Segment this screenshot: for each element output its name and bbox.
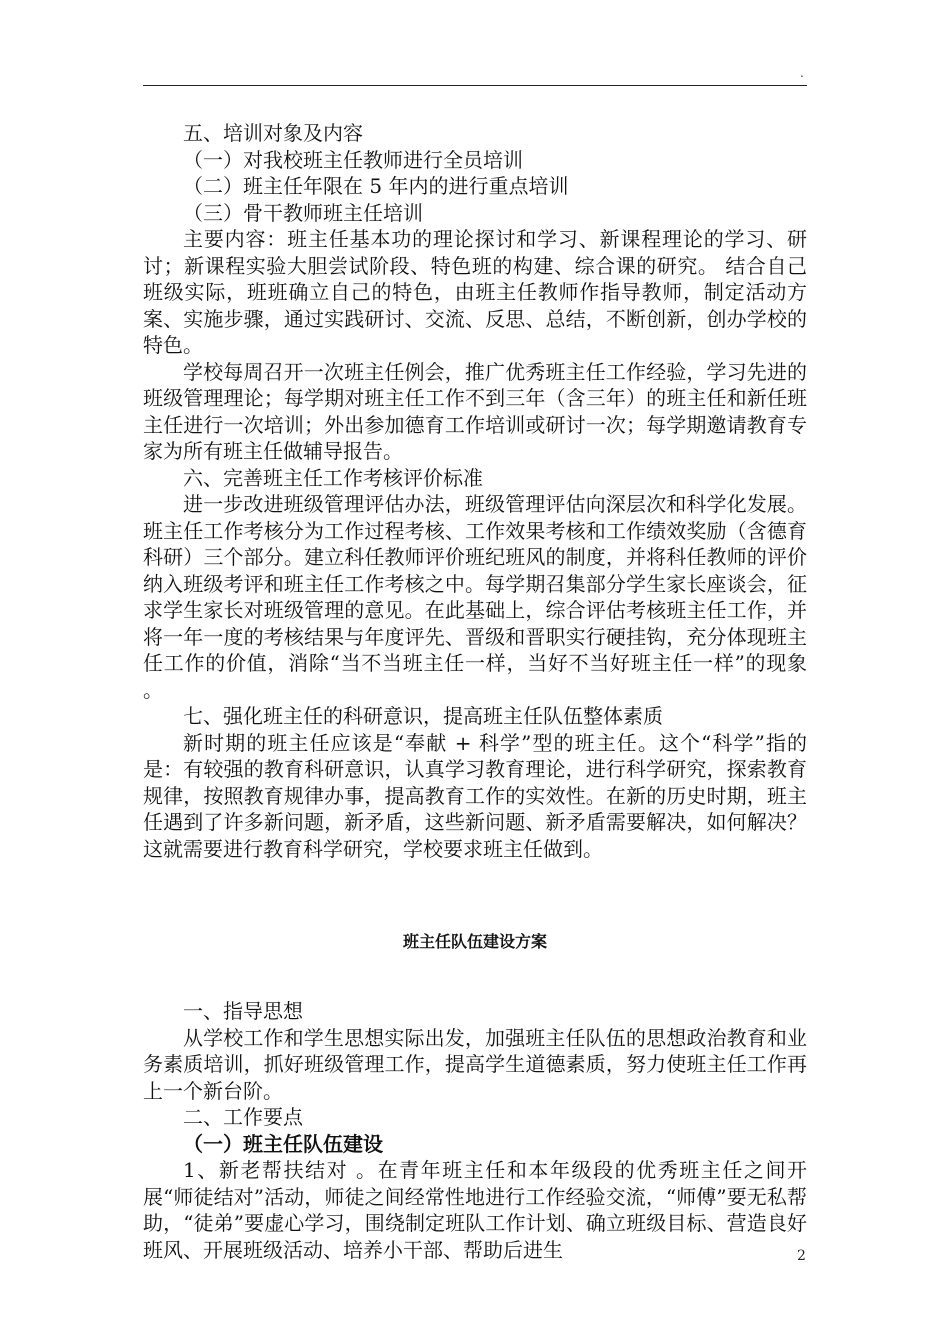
- section5-paragraph-1: 主要内容：班主任基本功的理论探讨和学习、新课程理论的学习、研讨；新课程实验大胆尝试阶段、特色班的构建、综合课的研究。 结合自己班级实际，班班确立自己的特色，由班主任教师作指导教师，制定活动方案、实施步骤，通过实践研讨、交流、反思、总结，不断创新，创办学校的特色。: [143, 227, 807, 357]
- section5-item-2: （二）班主任年限在 5 年内的进行重点培训: [183, 174, 569, 198]
- doc2-subsection-heading: （一）班主任队伍建设: [183, 1131, 383, 1156]
- document-body: [143, 120, 807, 1263]
- header-rule: [143, 85, 807, 86]
- section5-item-1: （一）对我校班主任教师进行全员培训: [183, 147, 523, 172]
- section5-paragraph-2: 学校每周召开一次班主任例会，推广优秀班主任工作经验，学习先进的班级管理理论；每学期对班主任工作不到三年（含三年）的班主任和新任班主任进行一次培训；外出参加德育工作培训或研讨一次；每学期邀请教育专家为所有班主任做辅导报告。: [143, 359, 807, 463]
- doc2-section2-heading: 二、工作要点: [183, 1105, 303, 1129]
- section5-item-3: （三）骨干教师班主任培训: [183, 200, 423, 225]
- doc2-section1-heading: 一、指导思想: [183, 999, 303, 1023]
- header-mark: .: [800, 66, 804, 80]
- doc2-section1-paragraph: 从学校工作和学生思想实际出发，加强班主任队伍的思想政治教育和业务素质培训，抓好班级管理工作，提高学生道德素质，努力使班主任工作再上一个新台阶。: [143, 1025, 807, 1103]
- page-number: 2: [797, 1248, 806, 1264]
- section5-heading: 五、培训对象及内容: [183, 121, 363, 145]
- section7-heading: 七、强化班主任的科研意识，提高班主任队伍整体素质: [183, 704, 663, 728]
- section6-heading: 六、完善班主任工作考核评价标准: [183, 465, 483, 490]
- section6-paragraph: 进一步改进班级管理评估办法，班级管理评估向深层次和科学化发展。班主任工作考核分为工作过程考核、工作效果考核和工作绩效奖励（含德育科研）三个部分。建立科任教师评价班纪班风的制度，并将科任教师的评价纳入班级考评和班主任工作考核之中。每学期召集部分学生家长座谈会，征求学生家长对班级管理的意见。在此基础上，综合评估考核班主任工作，并将一年一度的考核结果与年度评先、晋级和晋职实行硬挂钩，充分体现班主任工作的价值，消除“当不当班主任一样，当好不当好班主任一样”的现象 。: [143, 492, 807, 702]
- doc2-item-1: 1、新老帮扶结对 。在青年班主任和本年级段的优秀班主任之间开展“师徒结对”活动，师徒之间经常性地进行工作经验交流，“师傅”要无私帮助，“徒弟”要虚心学习，围绕制定班队工作计划、确立班级目标、营造良好班风、开展班级活动、培养小干部、帮助后进生: [143, 1158, 807, 1262]
- doc2-title: 班主任队伍建设方案: [402, 932, 547, 951]
- section7-paragraph: 新时期的班主任应该是“奉献 + 科学”型的班主任。这个“科学”指的是：有较强的教育科研意识，认真学习教育理论，进行科学研究，探索教育规律，按照教育规律办事，提高教育工作的实效性。在新的历史时期，班主任遇到了许多新问题，新矛盾，这些新问题、新矛盾需要解决，如何解决？这就需要进行教育科学研究，学校要求班主任做到。: [143, 730, 807, 861]
